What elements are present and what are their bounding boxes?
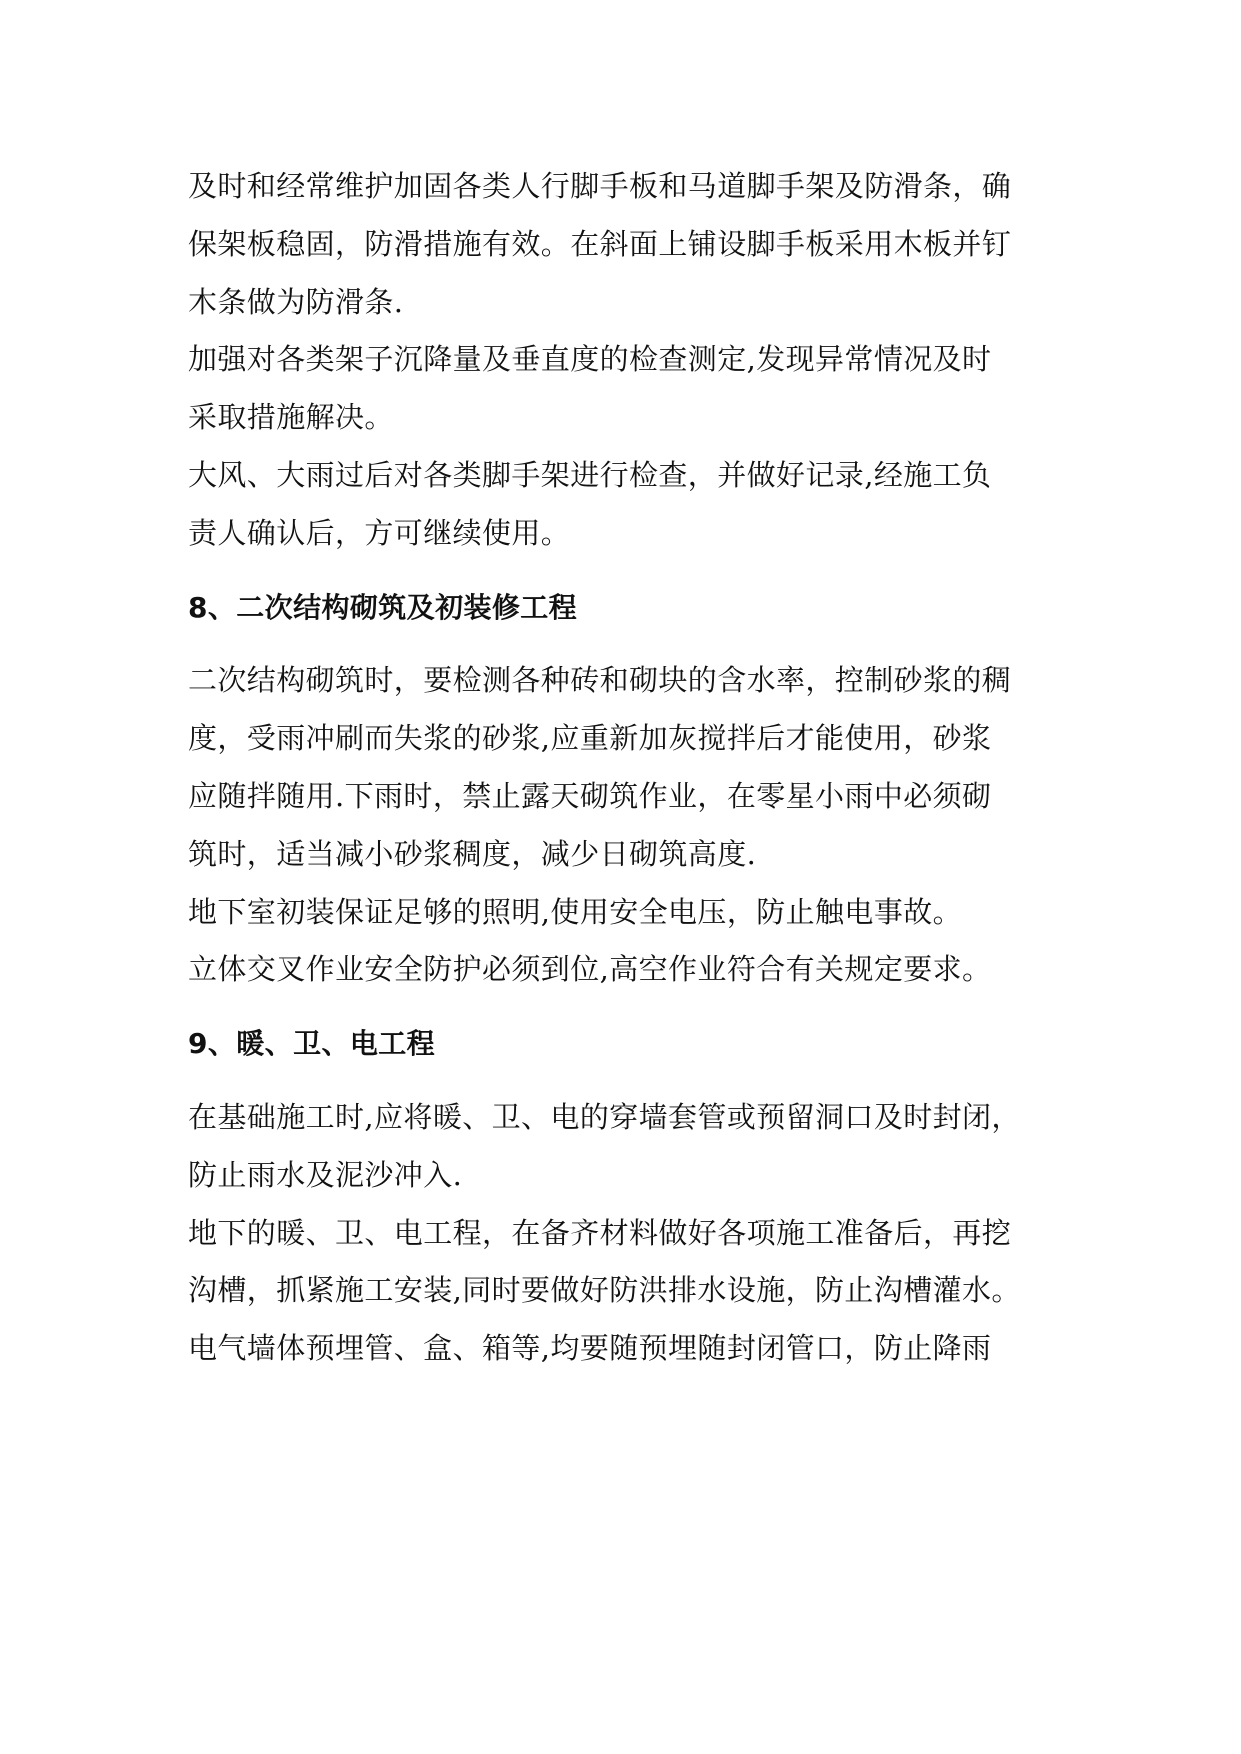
text-line: 二次结构砌筑时，要检测各种砖和砌块的含水率，控制砂浆的稠 [188, 663, 1012, 698]
text-line: 保架板稳固，防滑措施有效。在斜面上铺设脚手板采用木板并钉 [188, 226, 1012, 261]
text-line: 责人确认后，方可继续使用。 [188, 515, 571, 550]
paragraph-cross-work-safety [188, 941, 1068, 999]
text-line: 电气墙体预埋管、盒、箱等,均要随预埋随封闭管口，防止降雨 [188, 1331, 992, 1366]
text-line: 加强对各类架子沉降量及垂直度的检查测定,发现异常情况及时 [188, 342, 992, 377]
paragraph-storm-inspection [188, 447, 1068, 563]
text-line: 立体交叉作业安全防护必须到位,高空作业符合有关规定要求。 [188, 952, 992, 987]
text-line: 度，受雨冲刷而失浆的砂浆,应重新加灰搅拌后才能使用，砂浆 [188, 721, 992, 756]
text-line: 在基础施工时,应将暖、卫、电的穿墙套管或预留洞口及时封闭， [188, 1099, 1021, 1134]
paragraph-foundation-sleeves [188, 1089, 1068, 1205]
paragraph-basement-lighting [188, 884, 1068, 942]
text-line: 防止雨水及泥沙冲入. [188, 1157, 463, 1192]
text-line: 地下室初装保证足够的照明,使用安全电压，防止触电事故。 [188, 894, 963, 929]
section-heading-8: 8、二次结构砌筑及初装修工程 [188, 590, 578, 624]
text-line: 及时和经常维护加固各类人行脚手板和马道脚手架及防滑条，确 [188, 169, 1012, 203]
text-line: 地下的暖、卫、电工程，在备齐材料做好各项施工准备后，再挖 [188, 1215, 1012, 1250]
document-body [188, 158, 1068, 1378]
paragraph-masonry [188, 652, 1068, 883]
paragraph-underground-works [188, 1205, 1068, 1321]
paragraph-scaffold-maintenance [188, 158, 1068, 331]
text-line: 大风、大雨过后对各类脚手架进行检查，并做好记录,经施工负 [188, 457, 992, 492]
paragraph-settlement-inspection [188, 331, 1068, 447]
text-line: 应随拌随用.下雨时，禁止露天砌筑作业，在零星小雨中必须砌 [188, 778, 992, 813]
section-heading-9: 9、暖、卫、电工程 [188, 1027, 436, 1061]
text-line: 筑时，适当减小砂浆稠度，减少日砌筑高度. [188, 836, 757, 871]
text-line: 木条做为防滑条. [188, 284, 404, 319]
text-line: 沟槽，抓紧施工安装,同时要做好防洪排水设施，防止沟槽灌水。 [188, 1273, 1021, 1308]
paragraph-electrical-embedded [188, 1320, 1068, 1378]
text-line: 采取措施解决。 [188, 400, 394, 435]
